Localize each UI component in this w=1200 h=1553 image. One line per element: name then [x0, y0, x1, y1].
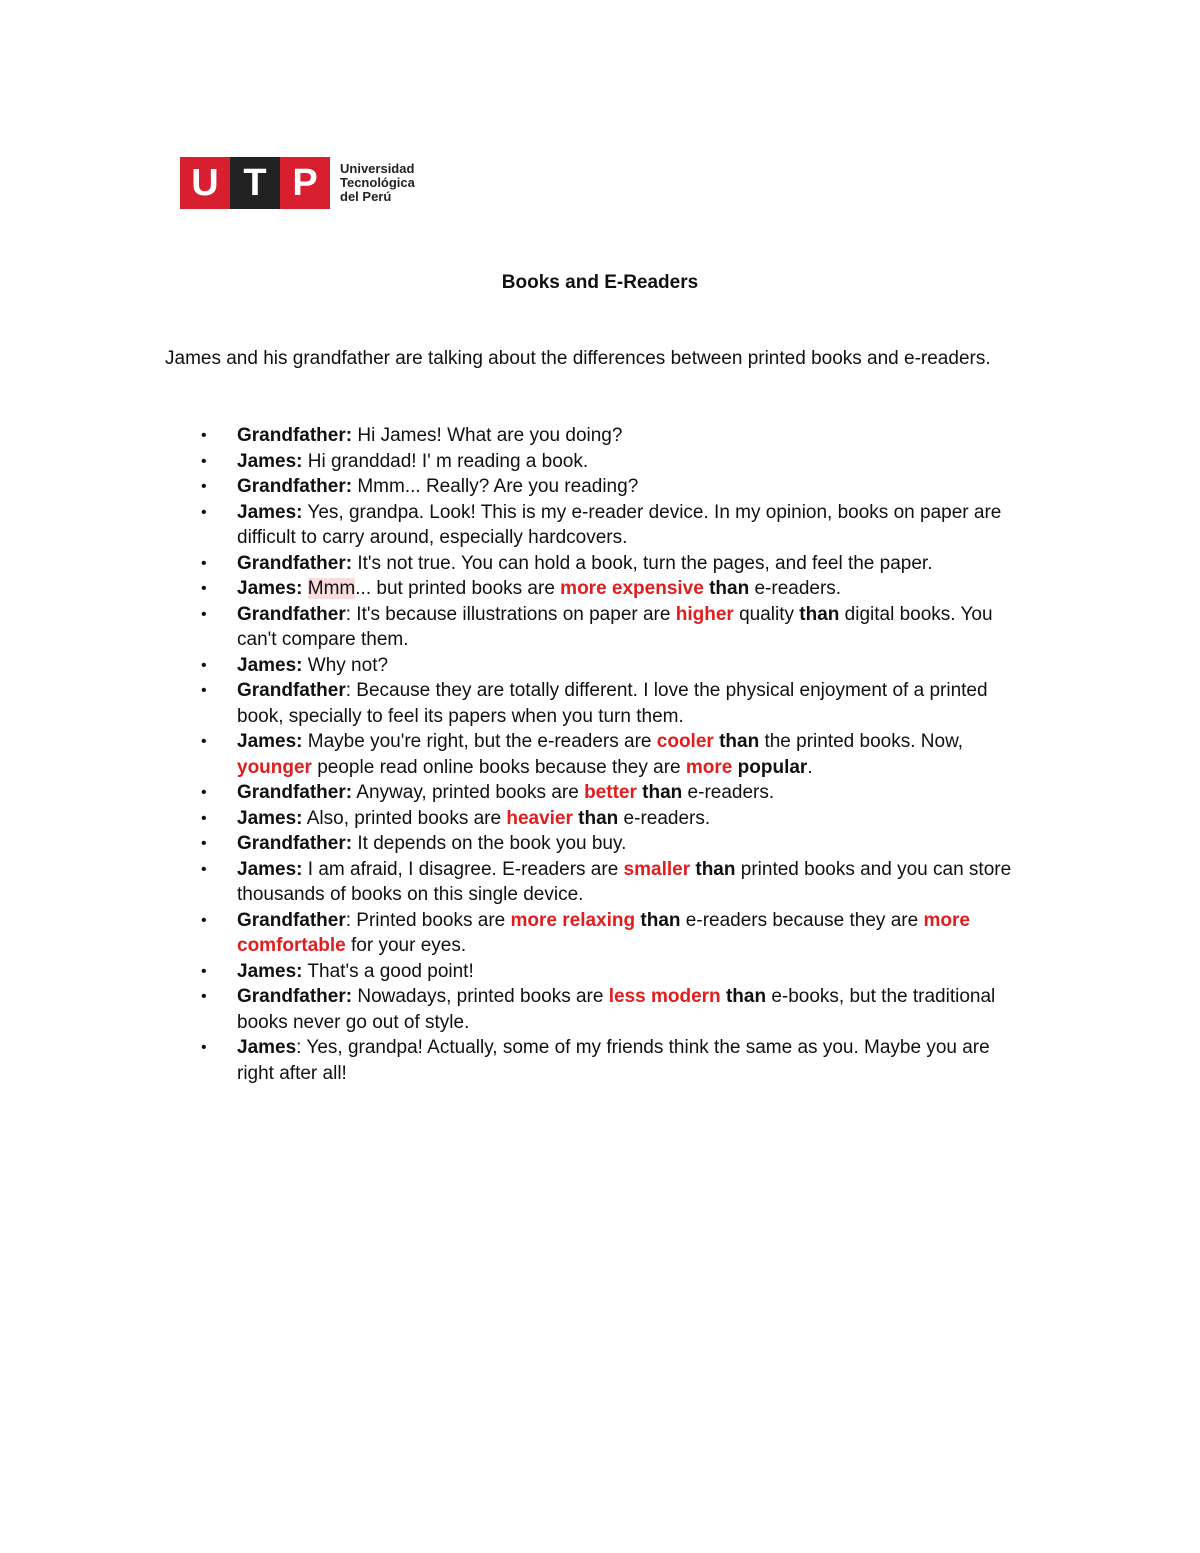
- speaker-name: James:: [237, 654, 303, 676]
- bullet-icon: •: [201, 860, 207, 878]
- line-text: Anyway, printed books are: [352, 782, 585, 803]
- bold-word: than: [695, 858, 736, 880]
- line-text: for your eyes.: [345, 935, 467, 956]
- dialogue-line: [165, 729, 1045, 780]
- line-text: : Because they are totally different. I love the physical enjoyment of a printed book, specially to feel its papers when you turn them.: [237, 680, 988, 727]
- logo-university-name: [340, 162, 415, 204]
- line-text: Maybe you're right, but the e-readers are: [302, 731, 657, 752]
- logo-text-line: Tecnológica: [340, 175, 415, 190]
- bullet-icon: •: [201, 1039, 207, 1056]
- bullet-icon: •: [201, 554, 207, 572]
- comparative-highlight: more relaxing: [510, 909, 636, 931]
- line-text: Nowadays, printed books are: [352, 986, 609, 1007]
- line-text: the printed books. Now,: [759, 731, 964, 752]
- logo-letter-u: U: [180, 157, 230, 209]
- speaker-name: Grandfather:: [237, 986, 353, 1007]
- line-text: Yes, grandpa. Look! This is my e-reader device. In my opinion, books on paper are difficult to carry around, especially hardcovers.: [237, 501, 1002, 548]
- dialogue-line: [165, 678, 1045, 729]
- bold-word: than: [725, 986, 767, 1007]
- bold-word: than: [578, 807, 619, 829]
- speaker-name: Grandfather:: [237, 782, 353, 803]
- line-text: e-readers.: [749, 578, 842, 599]
- dialogue-line: [165, 602, 1045, 653]
- bullet-icon: •: [201, 911, 207, 929]
- document-title: Books and E-Readers: [501, 272, 699, 293]
- dialogue-line: [165, 831, 1045, 857]
- bold-word: than: [642, 782, 683, 803]
- comparative-highlight: better: [584, 782, 637, 803]
- dialogue-line: [165, 1035, 1045, 1086]
- comparative-highlight: higher: [675, 603, 734, 625]
- line-text: e-readers.: [618, 807, 711, 829]
- marked-text: Mmm: [307, 578, 356, 599]
- logo-letter-p: P: [280, 157, 330, 209]
- bullet-icon: •: [201, 452, 207, 470]
- line-text: It's not true. You can hold a book, turn the pages, and feel the paper.: [352, 552, 933, 574]
- speaker-name: James: [237, 1037, 297, 1058]
- comparative-highlight: less modern: [608, 986, 721, 1007]
- line-text: Mmm... Really? Are you reading?: [352, 476, 639, 497]
- logo-text-line: del Perú: [340, 189, 392, 204]
- comparative-highlight: cooler: [656, 731, 714, 752]
- speaker-name: James:: [237, 578, 303, 599]
- speaker-name: Grandfather:: [237, 552, 353, 574]
- bullet-icon: •: [201, 733, 207, 750]
- dialogue-line: [165, 576, 1045, 602]
- comparative-highlight: more: [685, 756, 733, 778]
- speaker-name: Grandfather:: [237, 425, 353, 446]
- speaker-name: James:: [237, 858, 303, 880]
- line-text: people read online books because they are: [311, 756, 686, 778]
- speaker-name: Grandfather: [237, 603, 346, 625]
- bullet-icon: •: [201, 605, 207, 623]
- line-text: Hi granddad! I' m reading a book.: [302, 450, 589, 472]
- comparative-highlight: heavier: [506, 807, 573, 829]
- intro-paragraph: James and his grandfather are talking about the differences between printed books and e-readers.: [165, 348, 991, 369]
- comparative-highlight: more comfortable: [237, 909, 970, 956]
- bullet-icon: •: [201, 988, 207, 1005]
- line-text: e-readers.: [682, 782, 775, 803]
- line-text: : Printed books are: [345, 909, 511, 931]
- dialogue-line: [165, 474, 1045, 500]
- comparative-highlight: smaller: [623, 858, 691, 880]
- dialogue-line: [165, 423, 1045, 449]
- line-text: [303, 578, 308, 599]
- logo-letter-t: T: [230, 157, 280, 209]
- speaker-name: Grandfather: [237, 909, 346, 931]
- dialogue-line: [165, 780, 1045, 806]
- speaker-name: James:: [237, 450, 303, 472]
- line-text: That's a good point!: [302, 960, 474, 982]
- bullet-icon: •: [201, 682, 207, 699]
- speaker-name: James:: [237, 960, 303, 982]
- bold-word: than: [719, 731, 760, 752]
- dialogue-line: [165, 449, 1045, 475]
- dialogue-line: [165, 806, 1045, 832]
- bullet-icon: •: [201, 427, 207, 444]
- bold-word: popular: [737, 756, 808, 778]
- dialogue-line: [165, 653, 1045, 679]
- bullet-icon: •: [201, 580, 207, 597]
- bullet-icon: •: [201, 656, 207, 674]
- comparative-highlight: younger: [237, 756, 312, 778]
- line-text: quality: [733, 603, 800, 625]
- dialogue-line: [165, 959, 1045, 985]
- speaker-name: James:: [237, 807, 303, 829]
- bold-word: than: [709, 578, 750, 599]
- bullet-icon: •: [201, 835, 207, 852]
- bullet-icon: •: [201, 809, 207, 827]
- line-text: e-books, but the traditional books never go out of style.: [237, 986, 996, 1033]
- line-text: It depends on the book you buy.: [352, 833, 627, 854]
- dialogue-line: [165, 984, 1045, 1035]
- line-text: .: [807, 756, 813, 778]
- line-text: Also, printed books are: [302, 807, 507, 829]
- dialogue-list: [165, 423, 1045, 1086]
- bullet-icon: •: [201, 478, 207, 495]
- dialogue-line: [165, 908, 1045, 959]
- dialogue-line: [165, 551, 1045, 577]
- line-text: ... but printed books are: [355, 578, 561, 599]
- dialogue-line: [165, 500, 1045, 551]
- speaker-name: Grandfather:: [237, 476, 353, 497]
- line-text: digital books. You can't compare them.: [237, 603, 993, 650]
- line-text: e-readers because they are: [680, 909, 924, 931]
- dialogue-line: [165, 857, 1045, 908]
- utp-logo: [180, 157, 415, 209]
- line-text: printed books and you can store thousands of books on this single device.: [237, 858, 1012, 905]
- speaker-name: Grandfather: [237, 680, 346, 701]
- speaker-name: Grandfather:: [237, 833, 353, 854]
- speaker-name: James:: [237, 501, 303, 523]
- bold-word: than: [640, 909, 681, 931]
- line-text: I am afraid, I disagree. E-readers are: [302, 858, 624, 880]
- bullet-icon: •: [201, 962, 207, 980]
- line-text: : Yes, grandpa! Actually, some of my friends think the same as you. Maybe you are right after all!: [237, 1037, 990, 1084]
- bullet-icon: •: [201, 784, 207, 801]
- bold-word: than: [799, 603, 840, 625]
- line-text: : It's because illustrations on paper are: [345, 603, 676, 625]
- bullet-icon: •: [201, 503, 207, 521]
- speaker-name: James:: [237, 731, 303, 752]
- line-text: Why not?: [302, 654, 389, 676]
- comparative-highlight: more expensive: [560, 578, 704, 599]
- line-text: Hi James! What are you doing?: [352, 425, 623, 446]
- logo-text-line: Universidad: [340, 161, 415, 176]
